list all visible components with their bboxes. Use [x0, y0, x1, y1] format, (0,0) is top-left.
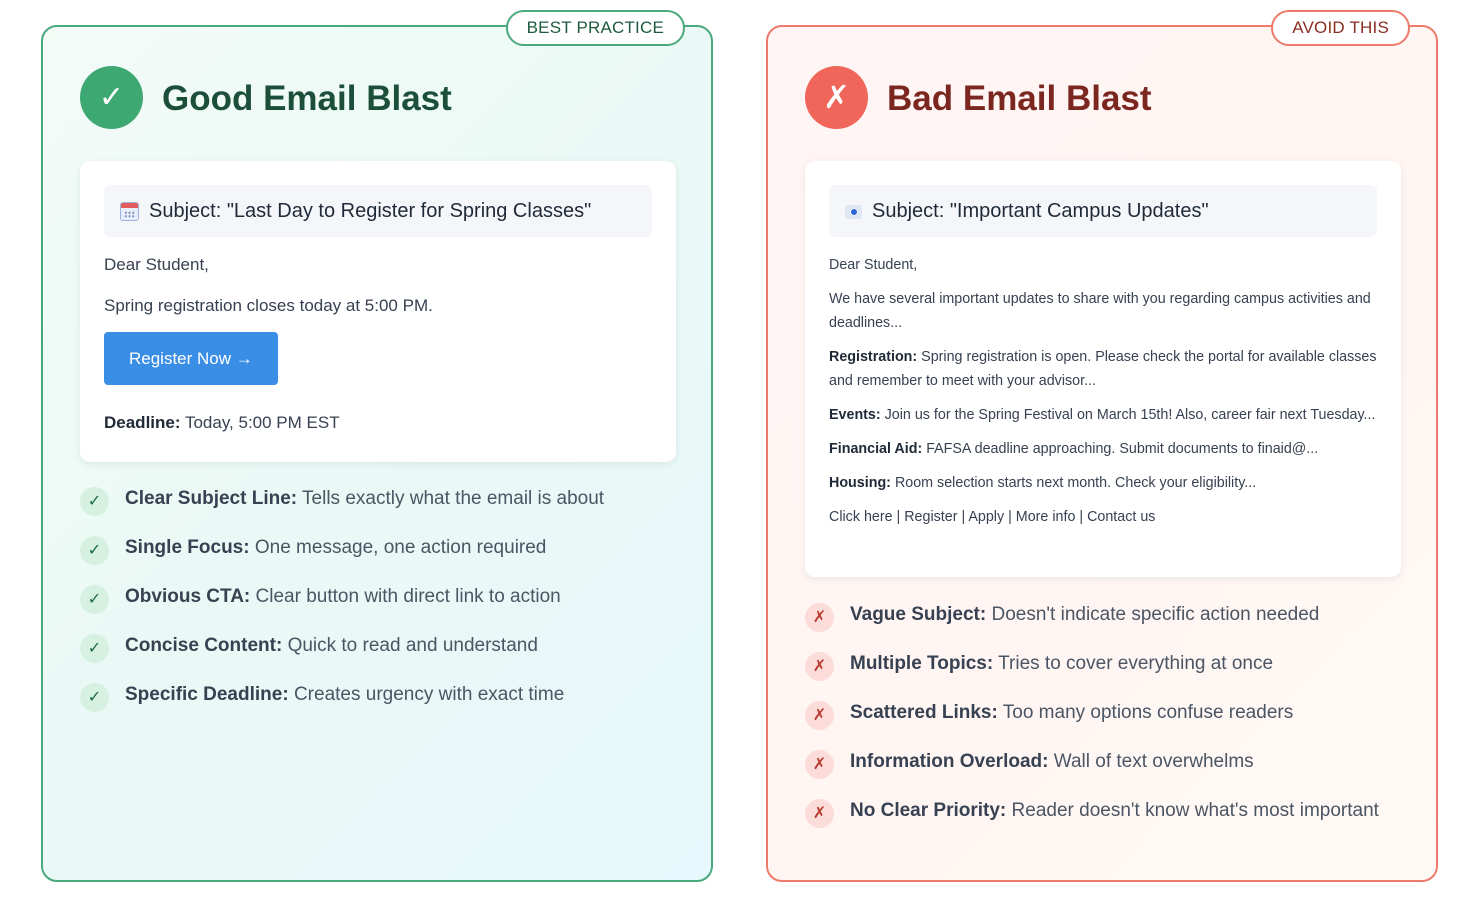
- feature-title: Clear Subject Line:: [125, 488, 298, 509]
- good-email-subject-bar: [104, 185, 652, 237]
- feature-title: No Clear Priority:: [850, 800, 1007, 821]
- x-badge-icon: ✗: [805, 603, 834, 632]
- best-practice-ribbon: BEST PRACTICE: [506, 10, 685, 46]
- bad-email-greeting: Dear Student,: [829, 257, 918, 273]
- bad-email-section: [829, 403, 1377, 427]
- good-email-preview: [80, 161, 676, 462]
- list-item: [80, 632, 604, 681]
- good-feature-list: [80, 485, 604, 730]
- check-badge-icon: ✓: [80, 634, 109, 663]
- feature-text: Quick to read and understand: [287, 635, 538, 656]
- bad-email-section: [829, 345, 1377, 393]
- feature-text: Tries to cover everything at once: [998, 653, 1274, 674]
- feature-title: Multiple Topics:: [850, 653, 994, 674]
- section-title: Registration:: [829, 349, 918, 365]
- x-badge-icon: ✗: [805, 701, 834, 730]
- bad-email-section: [829, 437, 1377, 461]
- feature-title: Information Overload:: [850, 751, 1049, 772]
- section-text: Spring registration is open. Please check the portal for available classes and remember to meet with your advisor...: [829, 349, 1377, 389]
- feature-title: Obvious CTA:: [125, 586, 251, 607]
- avoid-this-ribbon: AVOID THIS: [1271, 10, 1410, 46]
- feature-title: Concise Content:: [125, 635, 283, 656]
- apply-link[interactable]: Apply: [968, 509, 1005, 525]
- feature-text: Clear button with direct link to action: [255, 586, 561, 607]
- contact-us-link[interactable]: Contact us: [1087, 509, 1156, 525]
- deadline-value: Today, 5:00 PM EST: [184, 413, 340, 432]
- list-item: [80, 534, 604, 583]
- feature-text: One message, one action required: [254, 537, 547, 558]
- register-now-button[interactable]: Register Now →: [104, 332, 278, 385]
- check-badge-icon: ✓: [80, 585, 109, 614]
- list-item: [805, 748, 1379, 797]
- feature-text: Too many options confuse readers: [1002, 702, 1294, 723]
- section-title: Financial Aid:: [829, 441, 923, 457]
- check-mark-icon: ✓: [80, 66, 143, 129]
- x-badge-icon: ✗: [805, 799, 834, 828]
- list-item: [805, 797, 1379, 846]
- bad-email-subject: Subject: "Important Campus Updates": [872, 199, 1209, 222]
- bad-email-subject-bar: [829, 185, 1377, 237]
- click-here-link[interactable]: Click here: [829, 509, 893, 525]
- bad-email-intro: We have several important updates to share with you regarding campus activities and deadlines...: [829, 291, 1371, 331]
- bad-email-panel: [766, 18, 1438, 882]
- x-badge-icon: ✗: [805, 652, 834, 681]
- list-item: [80, 485, 604, 534]
- good-email-panel: [41, 18, 713, 882]
- check-badge-icon: ✓: [80, 536, 109, 565]
- bad-email-links: Click here | Register | Apply | More info | Contact us: [829, 509, 1156, 525]
- section-text: Join us for the Spring Festival on March 15th! Also, career fair next Tuesday...: [884, 407, 1376, 423]
- list-item: [805, 699, 1379, 748]
- register-link[interactable]: Register: [904, 509, 958, 525]
- good-email-title: Good Email Blast: [162, 79, 452, 118]
- bad-email-title: Bad Email Blast: [887, 79, 1152, 118]
- section-title: Housing:: [829, 475, 891, 491]
- good-email-body: [104, 237, 652, 433]
- calendar-icon: [120, 202, 139, 221]
- feature-title: Scattered Links:: [850, 702, 998, 723]
- feature-text: Tells exactly what the email is about: [302, 488, 605, 509]
- x-badge-icon: ✗: [805, 750, 834, 779]
- notice-icon: [845, 205, 862, 219]
- feature-text: Doesn't indicate specific action needed: [991, 604, 1320, 625]
- list-item: [805, 650, 1379, 699]
- feature-text: Reader doesn't know what's most important: [1011, 800, 1379, 821]
- section-text: Room selection starts next month. Check your eligibility...: [894, 475, 1257, 491]
- check-badge-icon: ✓: [80, 683, 109, 712]
- bad-feature-list: [805, 601, 1379, 846]
- feature-title: Specific Deadline:: [125, 684, 289, 705]
- bad-email-preview: [805, 161, 1401, 577]
- x-mark-icon: ✗: [805, 66, 868, 129]
- feature-title: Single Focus:: [125, 537, 250, 558]
- section-title: Events:: [829, 407, 881, 423]
- feature-title: Vague Subject:: [850, 604, 987, 625]
- list-item: [805, 601, 1379, 650]
- good-email-deadline: [104, 413, 652, 433]
- bad-email-body: [829, 237, 1377, 529]
- bad-email-section: [829, 471, 1377, 495]
- check-badge-icon: ✓: [80, 487, 109, 516]
- list-item: [80, 583, 604, 632]
- section-text: FAFSA deadline approaching. Submit documents to finaid@...: [926, 441, 1319, 457]
- feature-text: Creates urgency with exact time: [293, 684, 565, 705]
- list-item: [80, 681, 604, 730]
- good-email-message: Spring registration closes today at 5:00 PM.: [104, 296, 433, 315]
- more-info-link[interactable]: More info: [1015, 509, 1076, 525]
- deadline-label: Deadline:: [104, 413, 181, 432]
- good-email-subject: Subject: "Last Day to Register for Spring Classes": [149, 199, 592, 222]
- good-email-greeting: Dear Student,: [104, 255, 209, 274]
- feature-text: Wall of text overwhelms: [1053, 751, 1254, 772]
